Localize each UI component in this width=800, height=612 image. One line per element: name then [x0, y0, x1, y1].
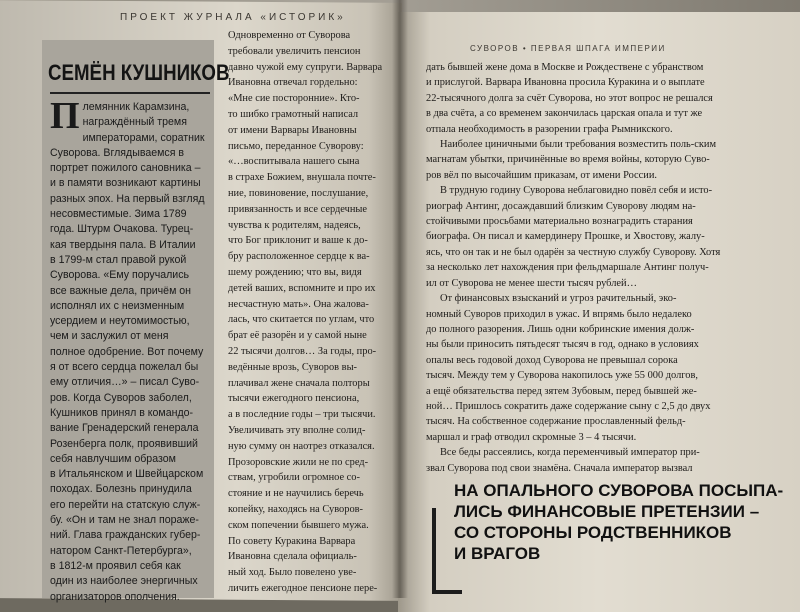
text-line: копейку, находясь на Суворов-	[228, 503, 364, 515]
text-line: ный ход. Было повелено уве-	[228, 567, 357, 579]
text-line: ствам, угробили огромное со-	[228, 472, 360, 484]
text-line: все важные дела, причём он	[50, 284, 192, 297]
text-line: лась, что скитается по углам, что	[228, 314, 375, 326]
text-line: в Итальянском и Швейцарском	[50, 468, 204, 481]
text-line: требовали увеличить пенсион	[228, 45, 361, 57]
text-line: шему рождению; что вы, видя	[228, 266, 362, 278]
text-line: в два счёта, а со временем закончилась царская опала и тут же	[426, 108, 703, 120]
text-line: чувства к родителям, надеясь,	[228, 219, 361, 231]
text-line: ском попечении бывшего мужа.	[228, 519, 369, 531]
text-line: от имени Варвары Ивановны	[228, 124, 357, 136]
text-line: ил от Суворова не менее шести тысяч рублей…	[426, 277, 637, 289]
text-line: биографа. Он писал и камердинеру Прошке, и Хвостову, жалу-	[426, 231, 705, 243]
text-line: организаторов ополчения.	[50, 590, 180, 603]
text-line: чем и заслужил от меня	[50, 330, 169, 343]
text-line: По совету Куракина Варвара	[228, 535, 356, 547]
text-line: исполнял их с неизменным	[50, 299, 185, 312]
text-line: тысяч. Между тем у Суворова накопилось уже 55 000 долгов,	[426, 370, 699, 382]
sidebar-text	[50, 95, 210, 605]
text-line: детей ваших, вспомните и про их	[228, 282, 376, 294]
text-line: портрет пожилого сановника –	[50, 162, 201, 175]
text-line: в 1799-м стал правой рукой	[50, 253, 187, 266]
text-line: плачивал жене сначала полторы	[228, 377, 370, 389]
text-line: ны были приносить пятьдесят тысяч в год, однако в условиях	[426, 339, 699, 351]
text-line: звал Суворова под свои знамёна. Сначала император вызвал	[426, 462, 693, 474]
text-line: Кушников принял в командо-	[50, 406, 194, 419]
text-line: дать бывшей жене дома в Москве и Рождествене с убранством	[426, 62, 704, 73]
text-line: магнатам убытки, причинённые во время войны, которую Суво-	[426, 154, 710, 166]
text-line: ров вёл по высочайшим приказам, от имени России.	[426, 169, 657, 181]
text-line: Розенберга полк, проявивший	[50, 437, 198, 450]
text-line: награждённый тремя	[82, 116, 187, 129]
text-line: риограф Антинг, досаждавший близким Суворову людям на-	[426, 200, 696, 212]
text-line: разных эпох. На первый взгляд	[50, 192, 205, 205]
text-line: стойчивыми просьбами материально вознаградить старания	[426, 216, 693, 228]
pullquote-text	[454, 480, 784, 564]
text-line: императорами, соратник	[82, 131, 205, 144]
text-line: От финансовых взысканий и угроз рачительный, эко-	[440, 293, 677, 305]
text-line: ной… Пришлось сократить даже содержание сыну с 2,5 до двух	[426, 400, 711, 412]
text-line: стояние и не научились беречь	[228, 488, 364, 500]
text-line: бу. «Он и там не знал пораже-	[50, 514, 199, 527]
text-line: в 1812-м проявил себя как	[50, 559, 181, 572]
text-line: ведённые врозь, Суворов вы-	[228, 361, 358, 373]
text-line: ную сумму он наотрез отказался.	[228, 440, 375, 452]
text-line: вание Гренадерский генерала	[50, 422, 199, 435]
text-line: я от всего сердца пожелал бы	[50, 361, 199, 374]
text-line: маршал и граф отводил скромные 3 – 4 тысячи.	[426, 431, 637, 443]
text-line: «…воспитывала нашего сына	[228, 156, 360, 168]
text-line: Ивановна отвечал гордельно:	[228, 77, 358, 89]
text-line: 22-тысячного долга за счёт Суворова, но этот вопрос не решался	[426, 92, 713, 104]
sidebar-title: СЕМЁН КУШНИКОВ	[48, 60, 230, 85]
text-line: что Бог приклонит и ваше к до-	[228, 235, 368, 247]
text-line: ЛИСЬ ФИНАНСОВЫЕ ПРЕТЕНЗИИ –	[454, 502, 760, 521]
sidebar-rule	[50, 92, 210, 94]
text-line: натором Санкт-Петербурга»,	[50, 544, 192, 557]
text-line: отпала необходимость в разорении графа Рымникского.	[426, 123, 673, 135]
text-line: номный Суворов приходил в ужас. И впрямь было недалеко	[426, 308, 692, 320]
text-line: Суворова. «Ему поручались	[50, 269, 190, 282]
text-line: личить ежегодное пенсионе пере-	[228, 582, 378, 594]
text-line: и прислугой. Варвара Ивановна просила Куракина и о выплате	[426, 77, 705, 89]
text-line: лемянник Карамзина,	[82, 101, 190, 113]
text-line: Увеличивать эту вполне солид-	[228, 424, 366, 436]
text-line: ему отличия…» – писал Суво-	[50, 376, 200, 389]
text-line: В трудную годину Суворова неблаговидно повёл себя и исто-	[440, 185, 713, 197]
text-line: 22 тысячи долгов… За годы, про-	[228, 345, 377, 357]
text-line: то шибко грамотный написал	[228, 108, 359, 120]
text-line: усердием и неутомимостью,	[50, 315, 190, 328]
text-line: кая твердыня пала. В Италии	[50, 238, 196, 251]
text-line: несчастную мать». Она жалова-	[228, 298, 369, 310]
text-line: ясь, что он так и не был одарён за честную службу Суворову. Хотя	[426, 246, 721, 258]
running-header-left: ПРОЕКТ ЖУРНАЛА «ИСТОРИК»	[120, 12, 346, 23]
text-line: опалы весь годовой доход Суворова не превышал сорока	[426, 354, 678, 366]
text-line: «Мне сие посторонние». Кто-	[228, 93, 360, 105]
text-line: привязанность и все сердечные	[228, 203, 368, 215]
text-line: до полного разорения. Лишь одни кобринские имения долж-	[426, 323, 695, 335]
running-header-right: СУВОРОВ • ПЕРВАЯ ШПАГА ИМПЕРИИ	[470, 44, 666, 53]
text-line: походах. Болезнь принудила	[50, 483, 192, 496]
right-column-text	[426, 60, 778, 476]
text-line: несовместимые. Зима 1789	[50, 208, 187, 221]
text-line: за несколько лет нахождения при фельдмаршале Антинг получ-	[426, 262, 709, 274]
text-line: Наиболее циничными были требования возместить поль-ским	[440, 139, 717, 151]
text-line: письмо, переданное Суворову:	[228, 140, 364, 152]
text-line: СО СТОРОНЫ РОДСТВЕННИКОВ	[454, 523, 732, 542]
text-line: бру расположенное сердце к ва-	[228, 251, 370, 263]
text-line: года. Штурм Очакова. Турец-	[50, 223, 194, 236]
text-line: а ещё обязательства перед зятем Зубовым, перед бывшей же-	[426, 385, 697, 397]
text-line: полное одобрение. Вот почему	[50, 345, 204, 358]
pullquote	[444, 478, 784, 588]
text-line: тысячи ежегодного пенсиона,	[228, 393, 360, 405]
text-line: тысяч. На собственное содержание прославленный фельд-	[426, 416, 686, 428]
book-gutter	[392, 0, 408, 598]
text-line: Одновременно от Суворова	[228, 30, 351, 41]
text-line: И ВРАГОВ	[454, 544, 541, 563]
text-line: ров. Когда Суворов заболел,	[50, 391, 192, 404]
text-line: ние, повиновение, послушание,	[228, 187, 369, 199]
middle-column-text	[228, 28, 394, 597]
text-line: его перейти на статскую служ-	[50, 498, 201, 511]
text-line: НА ОПАЛЬНОГО СУВОРОВА ПОСЫПА-	[454, 481, 784, 500]
text-line: в страхе Божием, внушала почте-	[228, 172, 376, 184]
text-line: а в последние годы – три тысячи.	[228, 409, 376, 421]
text-line: брат её разорён и у самой ныне	[228, 330, 367, 342]
drop-cap: П	[50, 95, 80, 137]
text-line: ний. Глава гражданских губер-	[50, 529, 201, 542]
text-line: давно чужой ему супруги. Варвара	[228, 61, 383, 73]
text-line: Суворова. Вглядываемся в	[50, 146, 185, 159]
text-line: один из наиболее энергичных	[50, 575, 198, 588]
text-line: Все беды рассеялись, когда переменчивый император при-	[440, 447, 700, 459]
text-line: Ивановна сделала официаль-	[228, 551, 357, 563]
text-line: и в памяти возникают картины	[50, 177, 201, 190]
text-line: себя навлучшим образом	[50, 452, 176, 465]
text-line: Прозоровские жили не по сред-	[228, 456, 369, 468]
